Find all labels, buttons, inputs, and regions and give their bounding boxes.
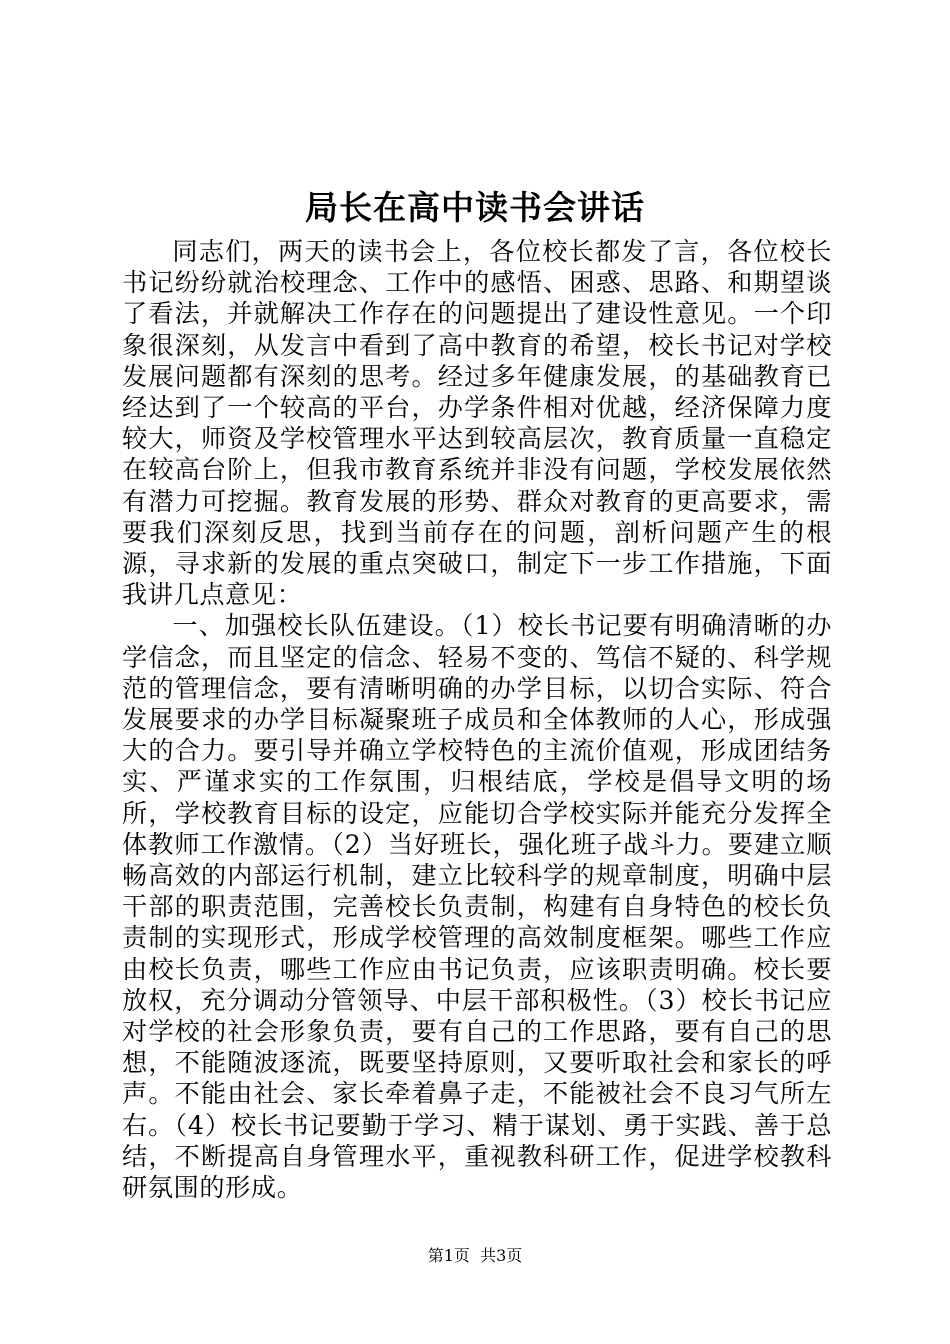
page-number-footer: 第1页 共3页 [427,1246,523,1265]
paragraph-section-one: 一、加强校长队伍建设。（1）校长书记要有明确清晰的办学信念，而且坚定的信念、轻易不变的、笃信不疑的、科学规范的管理信念，要有清晰明确的办学目标，以切合实际、符合发展要求的办学目标凝聚班子成员和全体教师的人心，形成强大的合力。要引导并确立学校特色的主流价值观，形成团结务实、严谨求实的工作氛围，归根结底，学校是倡导文明的场所，学校教育目标的设定，应能切合学校实际并能充分发挥全体教师工作激情。（2）当好班长，强化班子战斗力。要建立顺畅高效的内部运行机制，建立比较科学的规章制度，明确中层干部的职责范围，完善校长负责制，构建有自身特色的校长负责制的实现形式，形成学校管理的高效制度框架。哪些工作应由校长负责，哪些工作应由书记负责，应该职责明确。校长要放权，充分调动分管领导、中层干部积极性。（3）校长书记应对学校的社会形象负责，要有自己的工作思路，要有自己的思想，不能随波逐流，既要坚持原则，又要听取社会和家长的呼声。不能由社会、家长牵着鼻子走，不能被社会不良习气所左右。（4）校长书记要勤于学习、精于谋划、勇于实践、善于总结，不断提高自身管理水平，重视教科研工作，促进学校教科研氛围的形成。 [122,611,832,1203]
document-body [122,236,832,1203]
paragraph-intro: 同志们，两天的读书会上，各位校长都发了言，各位校长书记纷纷就治校理念、工作中的感悟、困惑、思路、和期望谈了看法，并就解决工作存在的问题提出了建设性意见。一个印象很深刻，从发言中看到了高中教育的希望，校长书记对学校发展问题都有深刻的思考。经过多年健康发展，的基础教育已经达到了一个较高的平台，办学条件相对优越，经济保障力度较大，师资及学校管理水平达到较高层次，教育质量一直稳定在较高台阶上，但我市教育系统并非没有问题，学校发展依然有潜力可挖掘。教育发展的形势、群众对教育的更高要求，需要我们深刻反思，找到当前存在的问题，剖析问题产生的根源，寻求新的发展的重点突破口，制定下一步工作措施，下面我讲几点意见： [122,237,832,610]
document-title: 局长在高中读书会讲话 [305,188,645,227]
